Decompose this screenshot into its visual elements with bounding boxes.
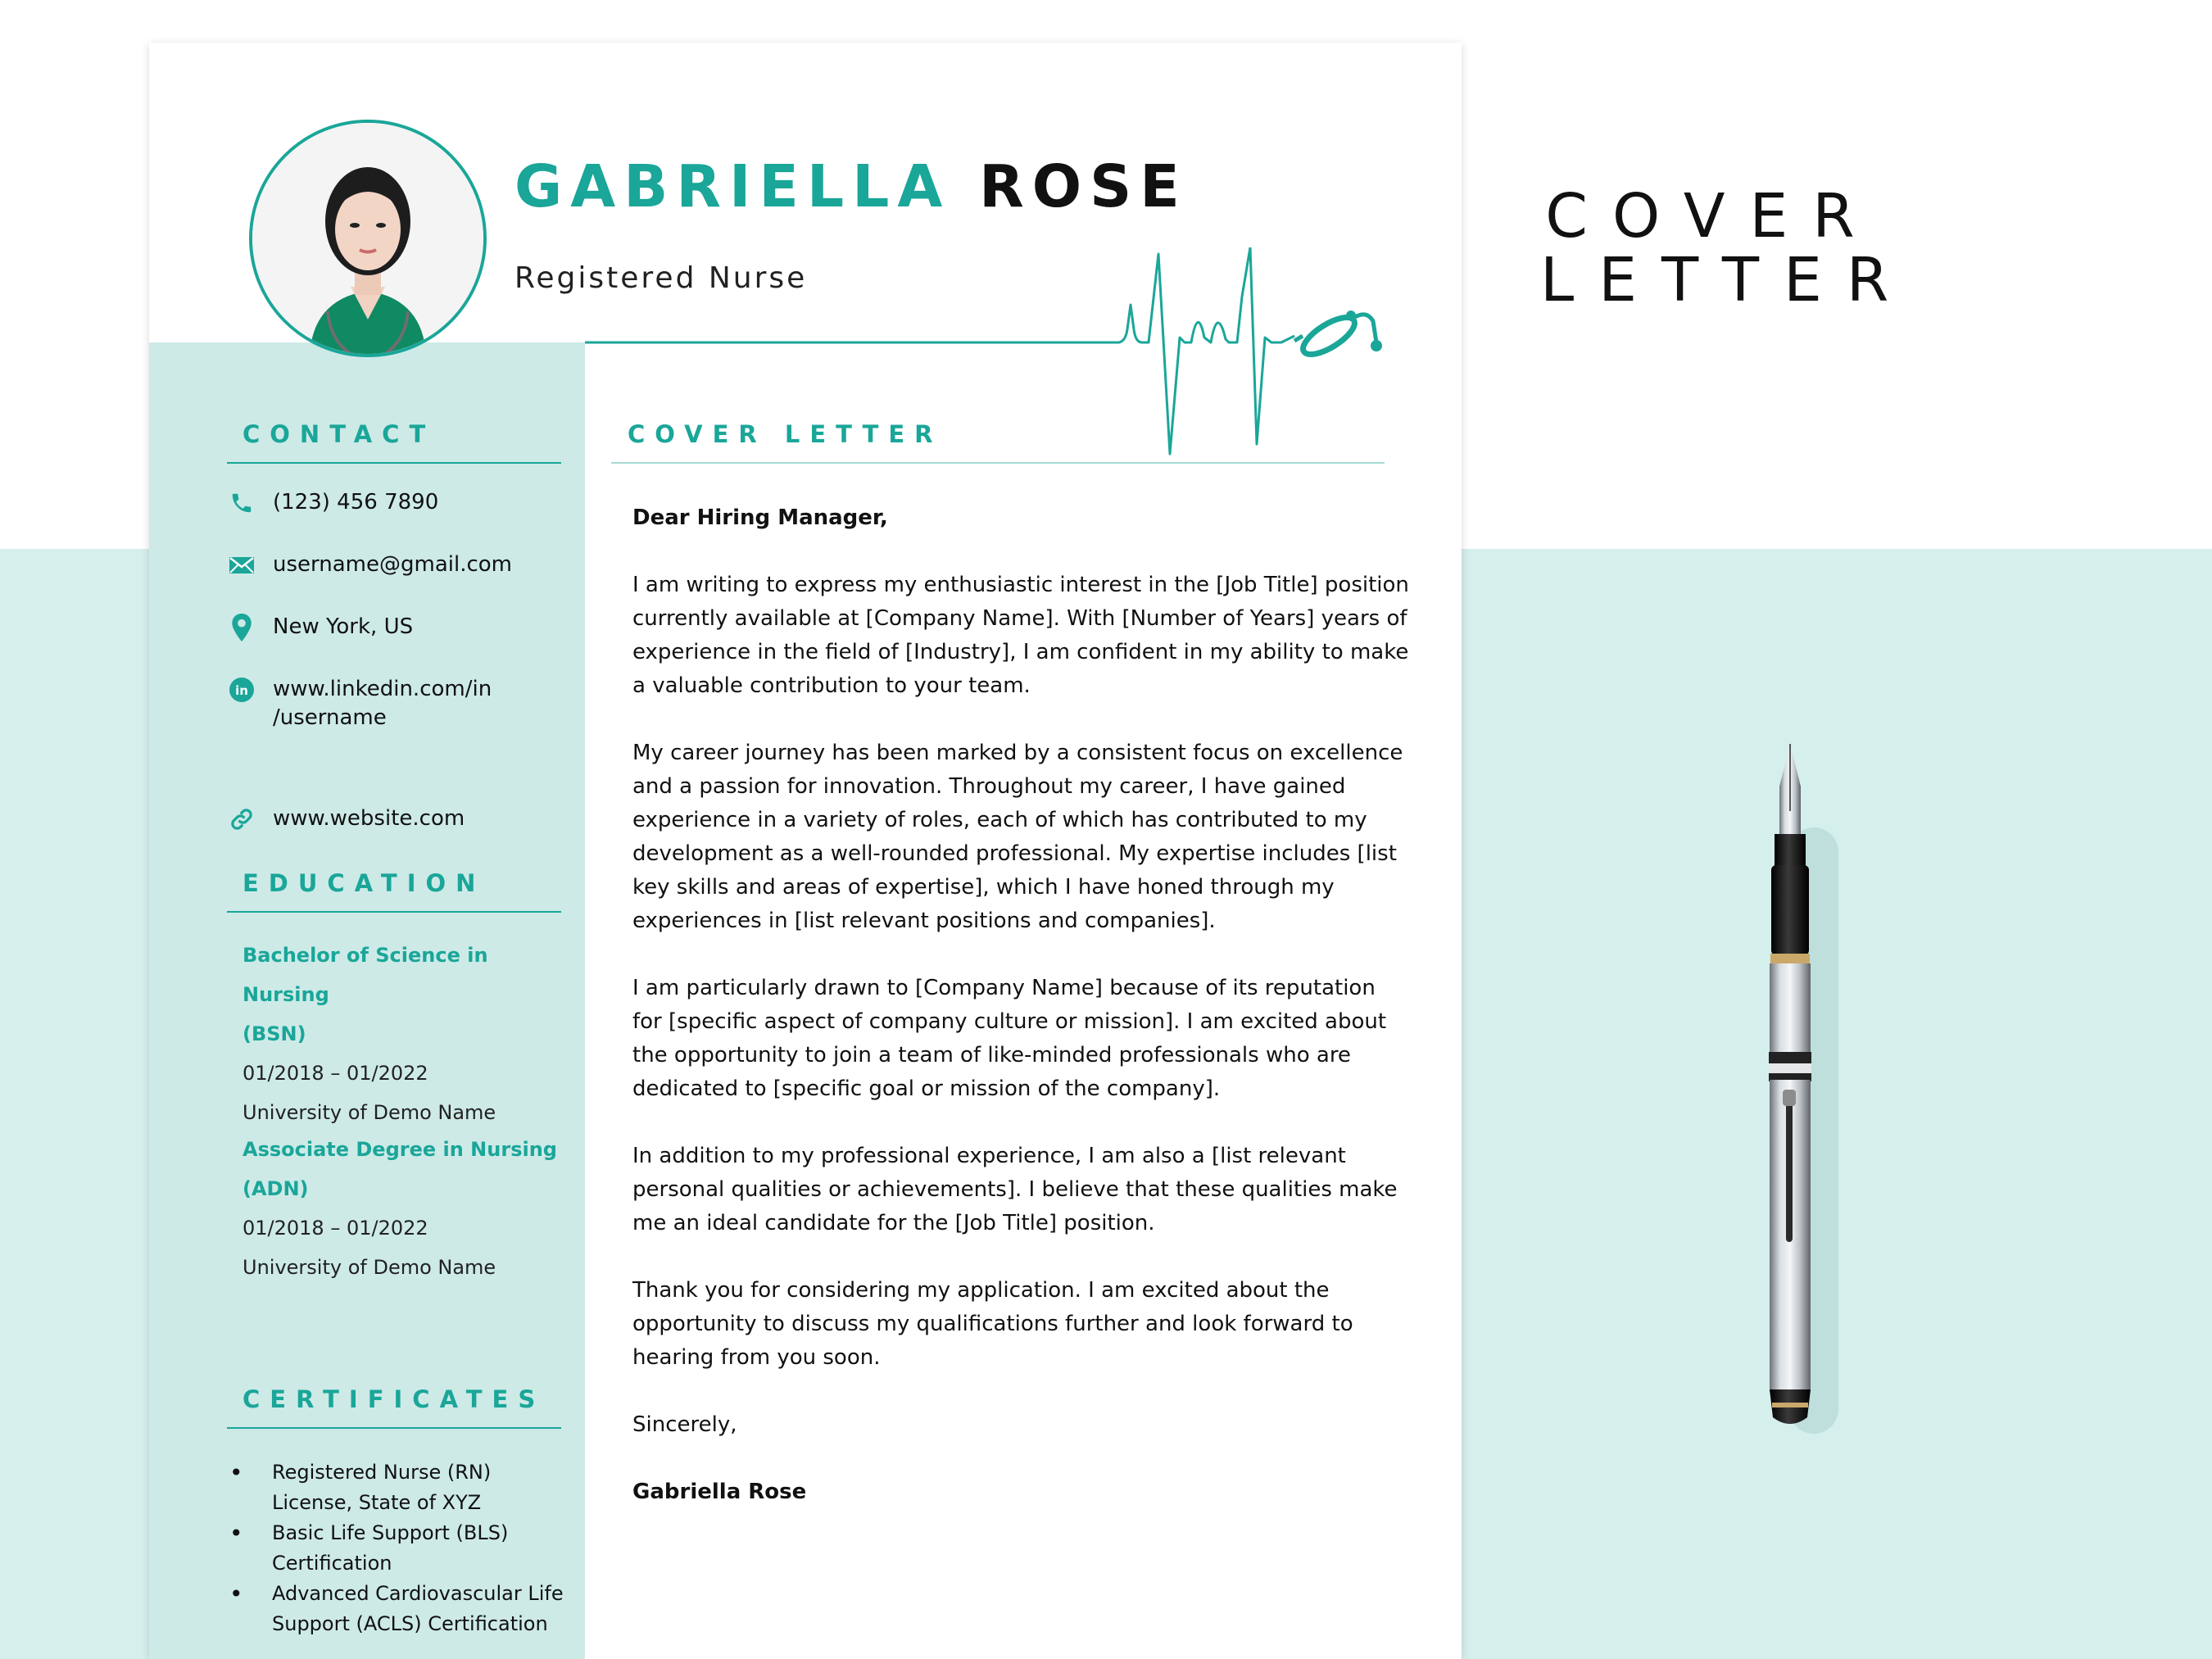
cover-letter-divider: [611, 462, 1385, 464]
certificate-item: • Advanced Cardiovascular Life Support (ACLS) Certification: [228, 1579, 572, 1639]
certificate-item: • Basic Life Support (BLS) Certification: [228, 1518, 572, 1579]
degree-abbrev: (ADN): [243, 1177, 309, 1200]
contact-phone[interactable]: [227, 488, 438, 518]
email-text: username@gmail.com: [273, 552, 512, 577]
promo-title-line1: COVER: [1545, 181, 1879, 252]
degree-abbrev: (BSN): [243, 1022, 306, 1045]
promo-title-line2: LETTER: [1540, 245, 1914, 315]
letter-paragraph: My career journey has been marked by a consistent focus on excellence and a passion for innovation. Throughout my career, I have gained experience in a variety of roles, each of which has contributed to my development as a well-rounded professional. My expertise includes [list key skills and areas of expertise], which I have honed through my experiences in [list relevant positions and companies].: [632, 741, 1403, 933]
education-entry: [243, 1130, 570, 1287]
link-icon: [227, 805, 256, 834]
education-heading: EDUCATION: [243, 869, 486, 897]
education-entry: [243, 936, 570, 1132]
certificates-divider: [227, 1427, 561, 1429]
linkedin-text: www.linkedin.com/in /username: [273, 677, 492, 730]
svg-text:in: in: [235, 683, 248, 698]
contact-website[interactable]: [227, 805, 465, 834]
last-name: ROSE: [979, 152, 1188, 220]
profile-photo: [249, 120, 487, 357]
promo-title: [1540, 181, 1914, 315]
certificates-list: [228, 1457, 572, 1639]
contact-email[interactable]: [227, 551, 512, 580]
letter-paragraph: I am writing to express my enthusiastic interest in the [Job Title] position currently available at [Company Name]. With [Number of Years] years of experience in the field of [Industry], I am confident in my ability to make a valuable contribution to your team.: [632, 573, 1409, 698]
location-pin-icon: [227, 613, 256, 642]
degree-title: Bachelor of Science in Nursing: [243, 944, 488, 1006]
letter-paragraph: In addition to my professional experience, I am also a [list relevant personal qualities or achievements]. I believe that these qualities make me an ideal candidate for the [Job Title] position.: [632, 1144, 1398, 1235]
candidate-name: [514, 152, 1188, 220]
first-name: GABRIELLA: [514, 152, 951, 220]
certificate-item: • Registered Nurse (RN) License, State of XYZ: [228, 1457, 572, 1518]
letter-paragraph: Thank you for considering my application. I am excited about the opportunity to discuss my qualifications further and look forward to hearing from you soon.: [632, 1278, 1353, 1370]
contact-divider: [227, 462, 561, 464]
phone-icon: [227, 488, 256, 518]
education-divider: [227, 911, 561, 913]
closing: Sincerely,: [632, 1412, 737, 1437]
school-name: University of Demo Name: [243, 1256, 496, 1279]
letter-body: [632, 501, 1411, 1543]
cover-letter-page: [149, 43, 1462, 1659]
degree-dates: 01/2018 – 01/2022: [243, 1062, 428, 1085]
phone-text: (123) 456 7890: [273, 490, 439, 514]
degree-dates: 01/2018 – 01/2022: [243, 1217, 428, 1240]
degree-title: Associate Degree in Nursing: [243, 1138, 557, 1161]
salutation: Dear Hiring Manager,: [632, 505, 888, 530]
contact-heading: CONTACT: [243, 420, 436, 448]
email-icon: [227, 551, 256, 580]
contact-location[interactable]: [227, 613, 413, 642]
letter-paragraph: I am particularly drawn to [Company Name] because of its reputation for [specific aspect of company culture or mission]. I am excited about the opportunity to join a team of like-minded professionals who are dedicated to [specific goal or mission of the company].: [632, 976, 1387, 1101]
contact-linkedin[interactable]: [227, 675, 492, 732]
fountain-pen-icon: [1729, 737, 1860, 1442]
school-name: University of Demo Name: [243, 1101, 496, 1124]
job-title: Registered Nurse: [514, 261, 808, 295]
cover-letter-heading: COVER LETTER: [628, 420, 943, 448]
signature-name: Gabriella Rose: [632, 1480, 807, 1504]
certificates-heading: CERTIFICATES: [243, 1385, 546, 1413]
website-text: www.website.com: [273, 806, 465, 831]
linkedin-icon: [227, 675, 256, 705]
location-text: New York, US: [273, 614, 414, 639]
